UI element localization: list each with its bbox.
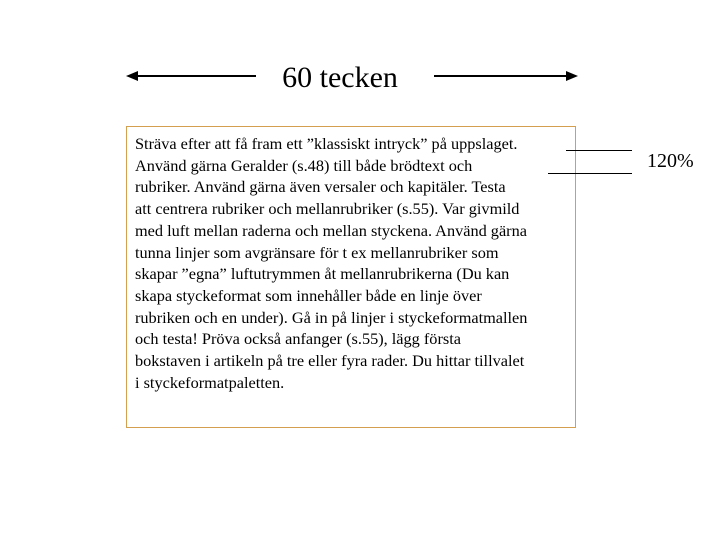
text-line: rubriken och en under). Gå in på linjer i styckeformatmallen [135, 307, 528, 327]
text-line: tunna linjer som avgränsare för t ex mellanrubriker som [135, 242, 499, 262]
right-arrow [434, 71, 578, 81]
text-line: och testa! Pröva också anfanger (s.55), lägg första [135, 329, 461, 349]
text-line: bokstaven i artikeln på tre eller fyra rader. Du hittar tillvalet [135, 351, 525, 371]
text-line: med luft mellan raderna och mellan styckena. Använd gärna [135, 220, 527, 240]
line-spacing-guide-top [566, 150, 632, 151]
text-line: skapar ”egna” luftutrymmen åt mellanrubrikerna (Du kan [135, 264, 510, 284]
line-spacing-label: 120% [647, 150, 694, 172]
text-line: rubriker. Använd gärna även versaler och kapitäler. Testa [135, 177, 506, 197]
text-line: att centrera rubriker och mellanrubriker (s.55). Var givmild [135, 199, 520, 219]
text-line: skapa styckeformat som innehåller både en linje över [135, 285, 482, 305]
text-line: Sträva efter att få fram ett ”klassiskt intryck” på uppslaget. [135, 134, 518, 153]
left-arrow [126, 71, 256, 81]
sample-body-text [135, 133, 575, 393]
character-count-label: 60 tecken [282, 61, 398, 94]
text-line: i styckeformatpaletten. [135, 372, 285, 392]
line-spacing-guide-bottom [548, 173, 632, 174]
text-line: Använd gärna Geralder (s.48) till både brödtext och [135, 155, 473, 175]
